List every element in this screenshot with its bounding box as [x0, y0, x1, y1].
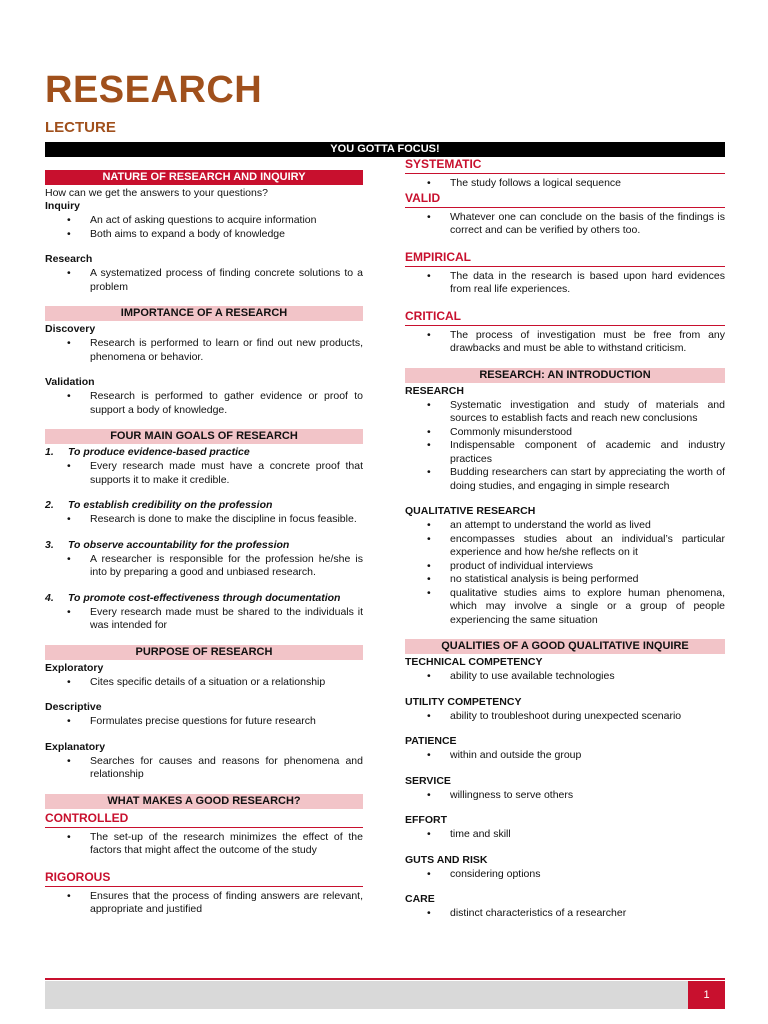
research-label: RESEARCH — [405, 384, 464, 397]
section-header-qualities: QUALITIES OF A GOOD QUALITATIVE INQUIRE — [405, 639, 725, 654]
list-item: • no statistical analysis is being performed — [405, 573, 725, 587]
controlled-list — [45, 831, 363, 858]
list-item: • product of individual interviews — [405, 560, 725, 574]
list-item: • ability to troubleshoot during unexpected scenario — [405, 710, 725, 724]
page-title: RESEARCH — [45, 69, 263, 111]
inquiry-list — [45, 214, 363, 241]
rigorous-list — [45, 890, 363, 917]
list-item: • Cites specific details of a situation or a relationship — [45, 676, 363, 690]
research-list — [45, 267, 363, 294]
explanatory-label: Explanatory — [45, 740, 106, 753]
list-item: • An act of asking questions to acquire information — [45, 214, 363, 228]
list-item: • Indispensable component of academic and industry practices — [405, 439, 725, 466]
list-item: • encompasses studies about an individual’s particular experience and how he/she reflects on it — [405, 533, 725, 560]
list-item: • The data in the research is based upon hard evidences from real life experiences. — [405, 270, 725, 297]
page-subtitle: LECTURE — [45, 119, 116, 136]
list-item: • Research is performed to gather evidence or proof to support a body of knowledge. — [45, 390, 363, 417]
quality-label: TECHNICAL COMPETENCY — [405, 656, 543, 668]
page-number: 1 — [688, 981, 725, 1009]
qualitative-label: QUALITATIVE RESEARCH — [405, 505, 536, 517]
list-item: • Research is done to make the discipline in focus feasible. — [45, 513, 363, 527]
goal-list — [45, 513, 363, 527]
list-item: • Budding researchers can start by appreciating the worth of doing studies, and engaging in simple research — [405, 466, 725, 493]
systematic-heading: SYSTEMATIC — [405, 157, 725, 174]
exploratory-list — [45, 676, 363, 690]
explanatory-list — [45, 755, 363, 782]
exploratory-label: Exploratory — [45, 661, 104, 674]
quality-label: EFFORT — [405, 814, 447, 826]
discovery-label: Discovery — [45, 323, 96, 335]
list-item: • considering options — [405, 868, 725, 882]
systematic-list — [405, 177, 725, 191]
list-item: • Searches for causes and reasons for phenomena and relationship — [45, 755, 363, 782]
footer-divider — [45, 978, 725, 980]
footer-bar — [45, 981, 688, 1009]
list-item: • an attempt to understand the world as lived — [405, 519, 725, 533]
section-header-purpose: PURPOSE OF RESEARCH — [45, 645, 363, 660]
list-item: • Research is performed to learn or find out new products, phenomena or behavior. — [45, 337, 363, 364]
quality-list — [405, 789, 725, 803]
nature-intro: How can we get the answers to your questions? — [45, 187, 268, 199]
list-item: • The set-up of the research minimizes the effect of the factors that might affect the outcome of the study — [45, 831, 363, 858]
quality-label: UTILITY COMPETENCY — [405, 695, 522, 708]
list-item: • The study follows a logical sequence — [405, 177, 725, 191]
discovery-list — [45, 337, 363, 364]
list-item: • ability to use available technologies — [405, 670, 725, 684]
quality-label: GUTS AND RISK — [405, 853, 488, 866]
list-item: • Both aims to expand a body of knowledge — [45, 228, 363, 242]
quality-list — [405, 828, 725, 842]
list-item: • within and outside the group — [405, 749, 725, 763]
empirical-list — [405, 270, 725, 297]
qualitative-list — [405, 519, 725, 627]
list-item: • Commonly misunderstood — [405, 426, 725, 440]
quality-label: SERVICE — [405, 774, 451, 787]
section-header-nature: NATURE OF RESEARCH AND INQUIRY — [45, 170, 363, 185]
empirical-heading: EMPIRICAL — [405, 250, 725, 267]
critical-heading: CRITICAL — [405, 309, 725, 326]
goal-title: 2. To establish credibility on the profession — [45, 499, 273, 511]
validation-list — [45, 390, 363, 417]
left-column — [45, 170, 363, 917]
list-item: • Whatever one can conclude on the basis of the findings is correct and can be verified by others too. — [405, 211, 725, 238]
goal-list — [45, 460, 363, 487]
list-item: • distinct characteristics of a researcher — [405, 907, 725, 921]
focus-banner: YOU GOTTA FOCUS! — [45, 142, 725, 157]
list-item: • willingness to serve others — [405, 789, 725, 803]
list-item: • Formulates precise questions for future research — [45, 715, 363, 729]
right-column — [405, 157, 725, 921]
goal-title: 3. To observe accountability for the profession — [45, 538, 290, 551]
validation-label: Validation — [45, 376, 95, 388]
list-item: • Every research made must be shared to the individuals it was intended for — [45, 606, 363, 633]
list-item: • Every research made must have a concrete proof that supports it to make it credible. — [45, 460, 363, 487]
quality-list — [405, 710, 725, 724]
list-item: • time and skill — [405, 828, 725, 842]
goal-list — [45, 553, 363, 580]
list-item: • A researcher is responsible for the profession he/she is into by preparing a good and unbiased research. — [45, 553, 363, 580]
section-header-importance: IMPORTANCE OF A RESEARCH — [45, 306, 363, 321]
quality-label: CARE — [405, 893, 435, 905]
list-item: • Ensures that the process of finding answers are relevant, appropriate and justified — [45, 890, 363, 917]
rigorous-heading: RIGOROUS — [45, 870, 363, 887]
goal-title: 1. To produce evidence-based practice — [45, 446, 250, 458]
quality-list — [405, 868, 725, 882]
section-header-introduction: RESEARCH: AN INTRODUCTION — [405, 368, 725, 383]
list-item: • Systematic investigation and study of materials and sources to establish facts and reach new conclusions — [405, 399, 725, 426]
valid-heading: VALID — [405, 191, 725, 208]
goal-list — [45, 606, 363, 633]
quality-list — [405, 907, 725, 921]
quality-list — [405, 670, 725, 684]
list-item: • The process of investigation must be free from any drawbacks and must be able to withstand criticism. — [405, 329, 725, 356]
descriptive-label: Descriptive — [45, 701, 102, 713]
list-item: • qualitative studies aims to explore human phenomena, which may involve a single or a group of people experiencing the same situation — [405, 587, 725, 628]
section-header-goals: FOUR MAIN GOALS OF RESEARCH — [45, 429, 363, 444]
research-intro-list — [405, 399, 725, 494]
goal-title: 4. To promote cost-effectiveness through documentation — [45, 591, 341, 604]
quality-label: PATIENCE — [405, 735, 457, 747]
critical-list — [405, 329, 725, 356]
quality-list — [405, 749, 725, 763]
inquiry-label: Inquiry — [45, 200, 81, 212]
controlled-heading: CONTROLLED — [45, 811, 363, 828]
descriptive-list — [45, 715, 363, 729]
section-header-good-research: WHAT MAKES A GOOD RESEARCH? — [45, 794, 363, 809]
list-item: • A systematized process of finding concrete solutions to a problem — [45, 267, 363, 294]
research-label: Research — [45, 253, 93, 265]
valid-list — [405, 211, 725, 238]
